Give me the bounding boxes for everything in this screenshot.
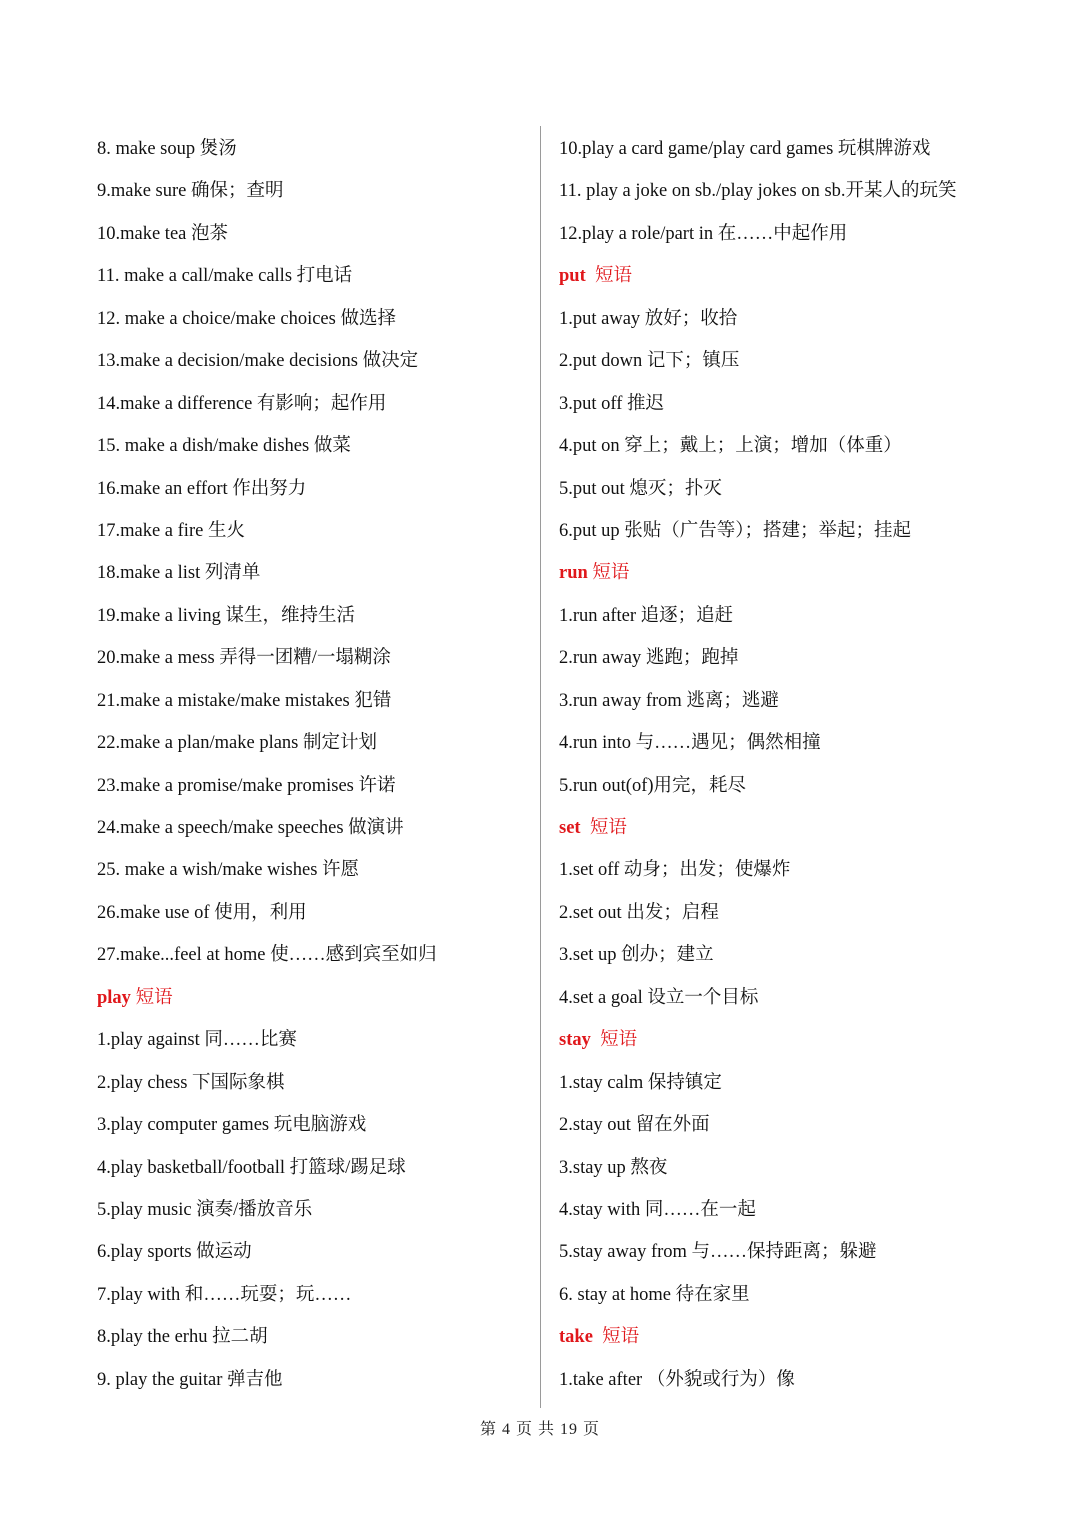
phrase-text: 10.make tea 泡茶	[97, 223, 228, 244]
phrase-entry	[559, 892, 999, 934]
phrase-entry	[97, 595, 527, 637]
column-divider	[540, 126, 541, 1408]
phrase-text: 4.play basketball/football 打篮球/踢足球	[97, 1157, 406, 1178]
phrase-entry	[559, 510, 999, 552]
phrase-text: 3.put off 推迟	[559, 393, 665, 414]
page-footer: 第 4 页 共 19 页	[479, 1421, 600, 1438]
phrase-entry	[559, 128, 999, 170]
section-heading-word: put	[559, 266, 586, 287]
phrase-text: 2.stay out 留在外面	[559, 1115, 710, 1136]
phrase-text: 8.play the erhu 拉二胡	[97, 1327, 268, 1348]
phrase-entry	[559, 298, 999, 340]
phrase-entry	[97, 1147, 527, 1189]
section-heading	[559, 807, 999, 849]
section-heading-word: take	[559, 1327, 593, 1348]
phrase-text: 12. make a choice/make choices 做选择	[97, 308, 396, 329]
phrase-entry	[97, 552, 527, 594]
section-heading	[559, 1019, 999, 1061]
phrase-text: 4.run into 与……遇见；偶然相撞	[559, 733, 821, 754]
phrase-entry	[559, 595, 999, 637]
phrase-entry	[559, 1104, 999, 1146]
phrase-text: 3.stay up 熬夜	[559, 1157, 668, 1178]
phrase-text: 13.make a decision/make decisions 做决定	[97, 351, 419, 372]
phrase-entry	[97, 1316, 527, 1358]
phrase-entry	[97, 170, 527, 212]
phrase-entry	[559, 1147, 999, 1189]
phrase-entry	[97, 1359, 527, 1401]
section-heading-label: 短语	[585, 266, 633, 287]
section-heading-word: run	[559, 563, 588, 584]
phrase-text: 20.make a mess 弄得一团糟/一塌糊涂	[97, 648, 391, 669]
phrase-entry	[97, 765, 527, 807]
section-heading-word: play	[97, 987, 131, 1008]
phrase-entry	[97, 722, 527, 764]
phrase-entry	[97, 637, 527, 679]
section-heading-word: stay	[559, 1030, 591, 1051]
phrase-text: 2.play chess 下国际象棋	[97, 1072, 285, 1093]
phrase-entry	[559, 340, 999, 382]
phrase-entry	[97, 128, 527, 170]
phrase-text: 14.make a difference 有影响；起作用	[97, 393, 387, 414]
phrase-text: 11. make a call/make calls 打电话	[97, 266, 353, 287]
phrase-text: 5.put out 熄灭；扑灭	[559, 478, 722, 499]
phrase-text: 5.stay away from 与……保持距离；躲避	[559, 1242, 877, 1263]
phrase-entry	[97, 1104, 527, 1146]
phrase-entry	[559, 637, 999, 679]
phrase-text: 19.make a living 谋生，维持生活	[97, 605, 355, 626]
right-column	[559, 128, 999, 1401]
phrase-entry	[97, 1231, 527, 1273]
phrase-text: 2.put down 记下；镇压	[559, 351, 740, 372]
phrase-entry	[559, 1062, 999, 1104]
phrase-text: 24.make a speech/make speeches 做演讲	[97, 818, 404, 838]
phrase-entry	[97, 510, 527, 552]
phrase-entry	[559, 1231, 999, 1273]
section-heading-word: set	[559, 818, 581, 838]
phrase-text: 4.set a goal 设立一个目标	[559, 987, 759, 1008]
phrase-entry	[559, 1274, 999, 1316]
phrase-text: 1.set off 动身；出发；使爆炸	[559, 860, 791, 881]
phrase-entry	[97, 298, 527, 340]
phrase-text: 3.set up 创办；建立	[559, 945, 714, 966]
section-heading-label: 短语	[130, 987, 173, 1008]
phrase-text: 7.play with 和……玩耍；玩……	[97, 1284, 352, 1305]
phrase-text: 11. play a joke on sb./play jokes on sb.开某人的玩笑	[559, 181, 957, 202]
phrase-entry	[97, 1019, 527, 1061]
phrase-text: 1.stay calm 保持镇定	[559, 1072, 722, 1093]
phrase-entry	[97, 468, 527, 510]
phrase-entry	[97, 934, 527, 976]
phrase-entry	[559, 383, 999, 425]
phrase-text: 1.take after （外貌或行为）像	[559, 1369, 795, 1390]
phrase-entry	[559, 849, 999, 891]
phrase-entry	[97, 1274, 527, 1316]
phrase-entry	[97, 849, 527, 891]
phrase-text: 26.make use of 使用，利用	[97, 902, 307, 923]
section-heading	[97, 977, 527, 1019]
phrase-text: 6. stay at home 待在家里	[559, 1284, 750, 1305]
section-heading-label: 短语	[592, 1327, 640, 1348]
phrase-entry	[97, 255, 527, 297]
phrase-entry	[559, 468, 999, 510]
phrase-text: 3.run away from 逃离；逃避	[559, 690, 779, 711]
phrase-entry	[559, 170, 999, 212]
phrase-entry	[559, 213, 999, 255]
phrase-text: 1.play against 同……比赛	[97, 1030, 297, 1051]
left-column	[97, 128, 527, 1401]
phrase-entry	[97, 807, 527, 849]
phrase-text: 21.make a mistake/make mistakes 犯错	[97, 690, 392, 711]
phrase-entry	[559, 977, 999, 1019]
phrase-entry	[97, 680, 527, 722]
phrase-text: 10.play a card game/play card games 玩棋牌游戏	[559, 139, 931, 159]
section-heading-label: 短语	[587, 563, 630, 584]
phrase-text: 5.play music 演奏/播放音乐	[97, 1199, 313, 1220]
phrase-entry	[559, 765, 999, 807]
phrase-text: 23.make a promise/make promises 许诺	[97, 775, 396, 796]
section-heading	[559, 552, 999, 594]
phrase-text: 25. make a wish/make wishes 许愿	[97, 860, 360, 881]
phrase-text: 4.put on 穿上；戴上；上演；增加（体重）	[559, 436, 902, 457]
phrase-entry	[97, 892, 527, 934]
section-heading	[559, 255, 999, 297]
phrase-text: 4.stay with 同……在一起	[559, 1199, 756, 1220]
phrase-text: 22.make a plan/make plans 制定计划	[97, 733, 378, 754]
phrase-text: 15. make a dish/make dishes 做菜	[97, 436, 351, 457]
phrase-text: 2.set out 出发；启程	[559, 902, 719, 923]
phrase-text: 27.make...feel at home 使……感到宾至如归	[97, 945, 437, 966]
phrase-text: 12.play a role/part in 在……中起作用	[559, 223, 848, 244]
phrase-text: 1.put away 放好；收拾	[559, 308, 738, 329]
phrase-entry	[97, 1062, 527, 1104]
phrase-entry	[97, 383, 527, 425]
phrase-text: 2.run away 逃跑；跑掉	[559, 648, 739, 669]
phrase-text: 16.make an effort 作出努力	[97, 478, 307, 499]
phrase-text: 6.put up 张贴（广告等）；搭建；举起；挂起	[559, 520, 912, 541]
phrase-entry	[559, 934, 999, 976]
phrase-entry	[559, 1189, 999, 1231]
phrase-text: 17.make a fire 生火	[97, 520, 245, 541]
phrase-text: 5.run out(of)用完，耗尽	[559, 775, 747, 796]
phrase-text: 9.make sure 确保；查明	[97, 181, 284, 202]
phrase-entry	[559, 722, 999, 764]
phrase-entry	[97, 213, 527, 255]
phrase-entry	[559, 680, 999, 722]
phrase-entry	[97, 340, 527, 382]
phrase-text: 6.play sports 做运动	[97, 1242, 252, 1263]
phrase-text: 8. make soup 煲汤	[97, 139, 237, 159]
phrase-text: 3.play computer games 玩电脑游戏	[97, 1115, 367, 1136]
section-heading-label: 短语	[590, 1030, 638, 1051]
section-heading	[559, 1316, 999, 1358]
phrase-entry	[97, 425, 527, 467]
phrase-entry	[559, 1359, 999, 1401]
section-heading-label: 短语	[580, 818, 627, 838]
phrase-text: 18.make a list 列清单	[97, 563, 261, 584]
phrase-entry	[97, 1189, 527, 1231]
phrase-text: 1.run after 追逐；追赶	[559, 605, 734, 626]
phrase-entry	[559, 425, 999, 467]
phrase-text: 9. play the guitar 弹吉他	[97, 1369, 283, 1390]
